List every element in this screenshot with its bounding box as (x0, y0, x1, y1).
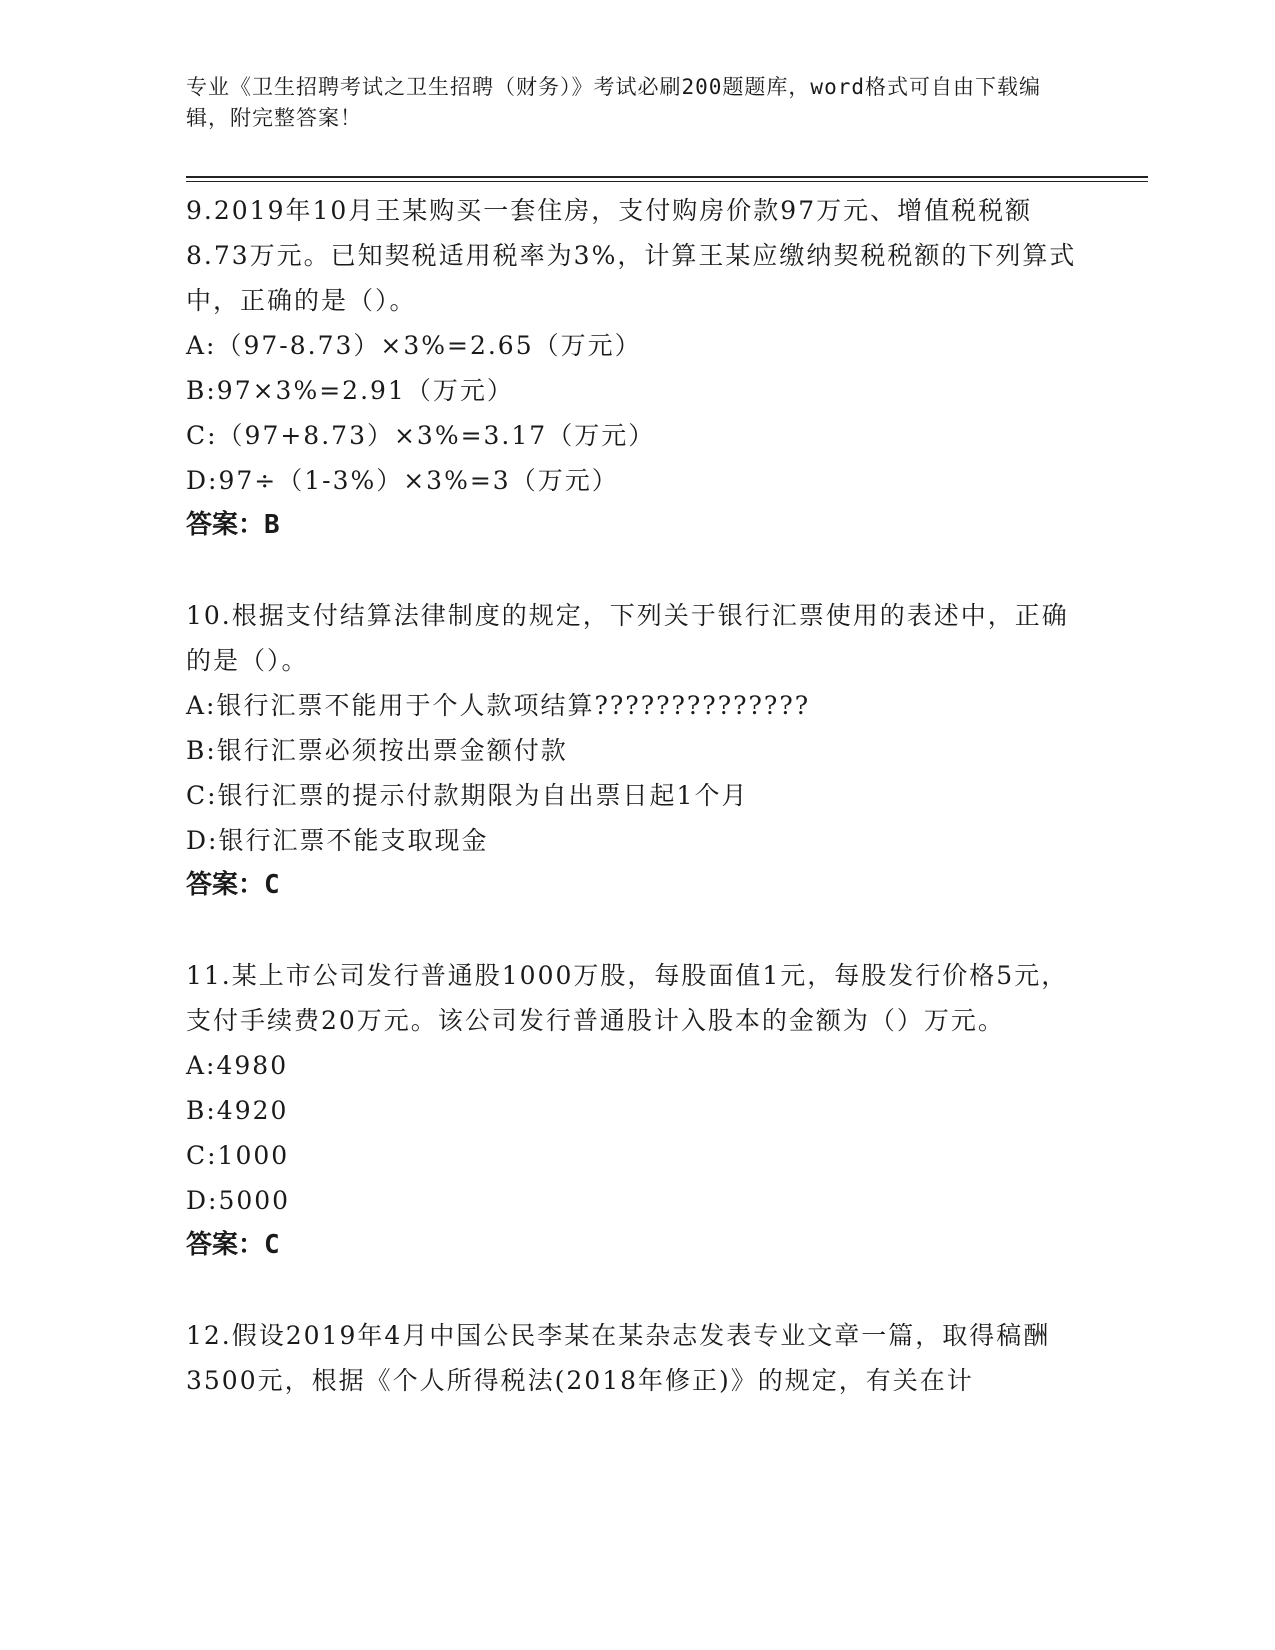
option-c: C:（97+8.73）×3%=3.17（万元） (186, 421, 656, 450)
question-list (186, 188, 1086, 1403)
header-divider-thin (186, 181, 1148, 182)
question-spacer (186, 908, 1086, 953)
option-d: D:银行汇票不能支取现金 (186, 826, 489, 855)
question-11 (186, 953, 1086, 1268)
document-header: 专业《卫生招聘考试之卫生招聘（财务）》考试必刷200题题库，word格式可自由下载编辑，附完整答案！ (186, 75, 1041, 130)
question-10 (186, 593, 1086, 908)
option-b: B:银行汇票必须按出票金额付款 (186, 736, 568, 765)
question-spacer (186, 548, 1086, 593)
question-stem: 11.某上市公司发行普通股1000万股，每股面值1元，每股发行价格5元，支付手续费20万元。该公司发行普通股计入股本的金额为（）万元。 (186, 961, 1069, 1035)
option-b: B:97×3%=2.91（万元） (186, 376, 514, 405)
question-9 (186, 188, 1086, 548)
answer-label: 答案：C (186, 870, 280, 900)
question-stem: 9.2019年10月王某购买一套住房，支付购房价款97万元、增值税税额8.73万元。已知契税适用税率为3%，计算王某应缴纳契税税额的下列算式中，正确的是（）。 (186, 196, 1077, 315)
header-divider-thick (186, 176, 1148, 178)
option-a: A:4980 (186, 1051, 289, 1080)
question-12 (186, 1313, 1086, 1403)
option-a: A:（97-8.73）×3%=2.65（万元） (186, 331, 642, 360)
option-c: C:银行汇票的提示付款期限为自出票日起1个月 (186, 781, 749, 810)
question-stem: 10.根据支付结算法律制度的规定，下列关于银行汇票使用的表述中，正确的是（）。 (186, 601, 1069, 675)
answer-label: 答案：B (186, 510, 280, 540)
option-a: A:银行汇票不能用于个人款项结算?????????????? (186, 691, 811, 720)
answer-label: 答案：C (186, 1230, 280, 1260)
option-b: B:4920 (186, 1096, 289, 1125)
question-spacer (186, 1268, 1086, 1313)
option-c: C:1000 (186, 1141, 290, 1170)
option-d: D:5000 (186, 1186, 291, 1215)
question-stem: 12.假设2019年4月中国公民李某在某杂志发表专业文章一篇，取得稿酬3500元，根据《个人所得税法(2018年修正)》的规定，有关在计 (186, 1321, 1051, 1395)
option-d: D:97÷（1-3%）×3%=3（万元） (186, 466, 619, 495)
